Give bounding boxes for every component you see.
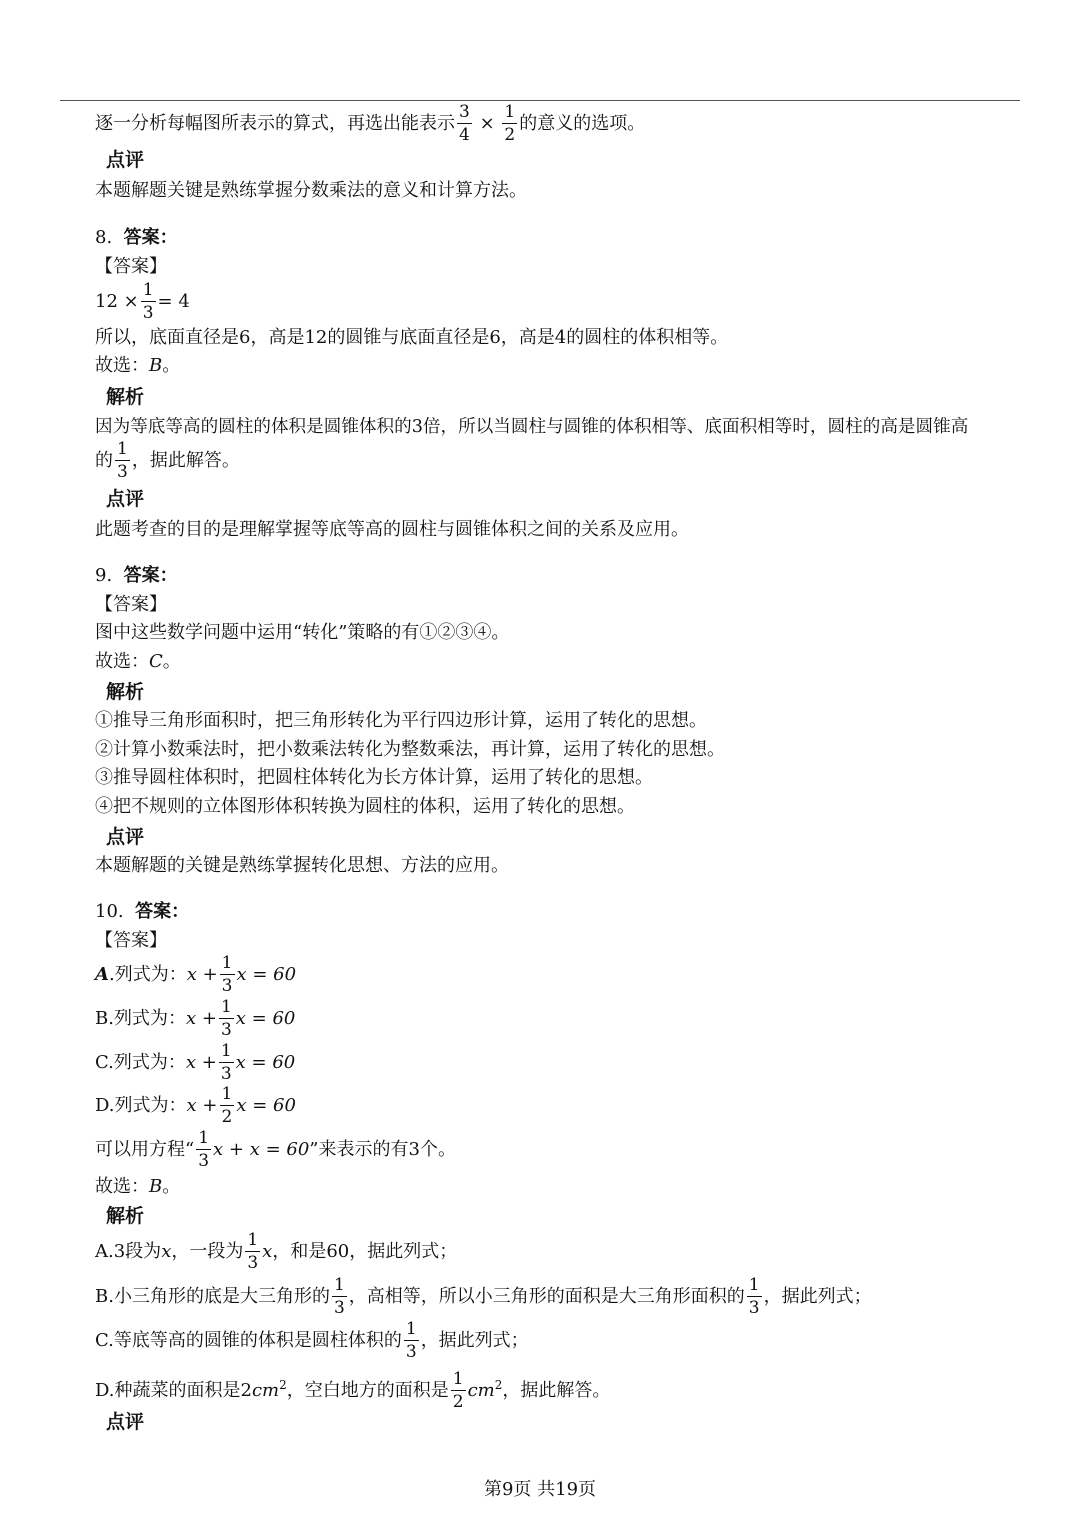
q7-comment-heading: 点评 [106,149,145,171]
fraction: $\frac{1}{3}$ [221,953,233,996]
fraction: $\frac{1}{3}$ [748,1275,760,1318]
q9-analysis-heading: 解析 [106,681,145,703]
q10-analysis-heading: 解析 [106,1205,145,1227]
q10-equation-d: D.列式为：x + $\frac{1}{2}$ x = 60 [95,1084,296,1127]
q10-answer-bracket: 【答案】 [95,930,167,951]
q10-analysis-c: C.等底等高的圆锥的体积是圆柱体积的 $\frac{1}{3}$ ，据此列式； [95,1319,529,1362]
q10-comment-heading: 点评 [106,1411,145,1433]
q9-analysis-item: ③推导圆柱体积时，把圆柱体转化为长方体计算，运用了转化的思想。 [95,767,653,788]
fraction: $\frac{1}{2}$ [221,1084,233,1127]
fraction: $\frac{1}{3}$ [247,1230,259,1273]
fraction: $\frac{1}{3}$ [405,1319,417,1362]
q9-comment-heading: 点评 [106,826,145,848]
page-footer: 第9页 共19页 [483,1479,597,1500]
q9-comment: 本题解题的关键是熟练掌握转化思想、方法的应用。 [95,855,509,876]
q8-answer-bracket: 【答案】 [95,256,167,277]
q10-choice: 故选：B。 [95,1176,181,1197]
fraction: $\frac{1}{3}$ [220,997,232,1040]
q10-summary: 可以用方程“ $\frac{1}{3}$ x + x = 60”来表示的有3个。 [95,1128,456,1171]
q10-title: 10. 答案： [95,901,190,922]
fraction: $\frac{1}{3}$ [333,1275,345,1318]
fraction: $\frac{3}{4}$ [459,102,470,145]
fraction: $\frac{1}{3}$ [117,439,128,482]
q8-line1: 所以，底面直径是6，高是12的圆锥与底面直径是6，高是4的圆柱的体积相等。 [95,327,729,348]
q9-answer-bracket: 【答案】 [95,594,167,615]
q8-choice: 故选：B。 [95,355,181,376]
fraction: $\frac{1}{3}$ [142,280,154,323]
q7-comment: 本题解题关键是熟练掌握分数乘法的意义和计算方法。 [95,180,527,201]
q8-title: 8. 答案： [95,227,178,248]
q9-line1: 图中这些数学问题中运用“转化”策略的有①②③④。 [95,622,510,643]
fraction: $\frac{1}{2}$ [504,102,516,145]
fraction: $\frac{1}{2}$ [452,1369,464,1412]
q7-analysis-line: 逐一分析每幅图所表示的算式，再选出能表示 $\frac{3}{4}$ × $\frac{1}{2}$ 的意义的选项。 [95,102,646,145]
q9-analysis-item: ④把不规则的立体图形体积转换为圆柱的体积，运用了转化的思想。 [95,796,635,817]
q8-calc: 12 × $\frac{1}{3}$ = 4 [95,280,190,323]
q10-equation-a: A.列式为：x + $\frac{1}{3}$ x = 60 [95,953,297,996]
q10-equation-b: B.列式为：x + $\frac{1}{3}$ x = 60 [95,997,296,1040]
q9-choice: 故选：C。 [95,651,181,672]
fraction: $\frac{1}{3}$ [220,1041,232,1084]
q8-analysis-heading: 解析 [106,386,145,408]
q8-analysis-1: 因为等底等高的圆柱的体积是圆锥体积的3倍，所以当圆柱与圆锥的体积相等、底面积相等时，圆柱的高是圆锥高 [95,417,969,437]
q10-analysis-a: A.3段为x，一段为 $\frac{1}{3}$ x，和是60，据此列式； [95,1230,458,1273]
fraction: $\frac{1}{3}$ [198,1128,210,1171]
q8-comment: 此题考查的目的是理解掌握等底等高的圆柱与圆锥体积之间的关系及应用。 [95,519,689,540]
q9-analysis-item: ②计算小数乘法时，把小数乘法转化为整数乘法，再计算，运用了转化的思想。 [95,739,725,760]
q8-comment-heading: 点评 [106,488,145,510]
q10-analysis-d: D.种蔬菜的面积是$2cm^2$，空白地方的面积是 $\frac{1}{2}$ $cm^2$，据此解答。 [95,1369,611,1412]
q8-analysis-2: 的 $\frac{1}{3}$ ，据此解答。 [95,439,240,482]
q9-analysis-item: ①推导三角形面积时，把三角形转化为平行四边形计算，运用了转化的思想。 [95,710,707,731]
q10-analysis-b: B.小三角形的底是大三角形的 $\frac{1}{3}$ ，高相等，所以小三角形的面积是大三角形面积的 $\frac{1}{3}$ ，据此列式； [95,1275,872,1318]
q10-equation-c: C.列式为：x + $\frac{1}{3}$ x = 60 [95,1041,296,1084]
q9-title: 9. 答案： [95,565,178,586]
